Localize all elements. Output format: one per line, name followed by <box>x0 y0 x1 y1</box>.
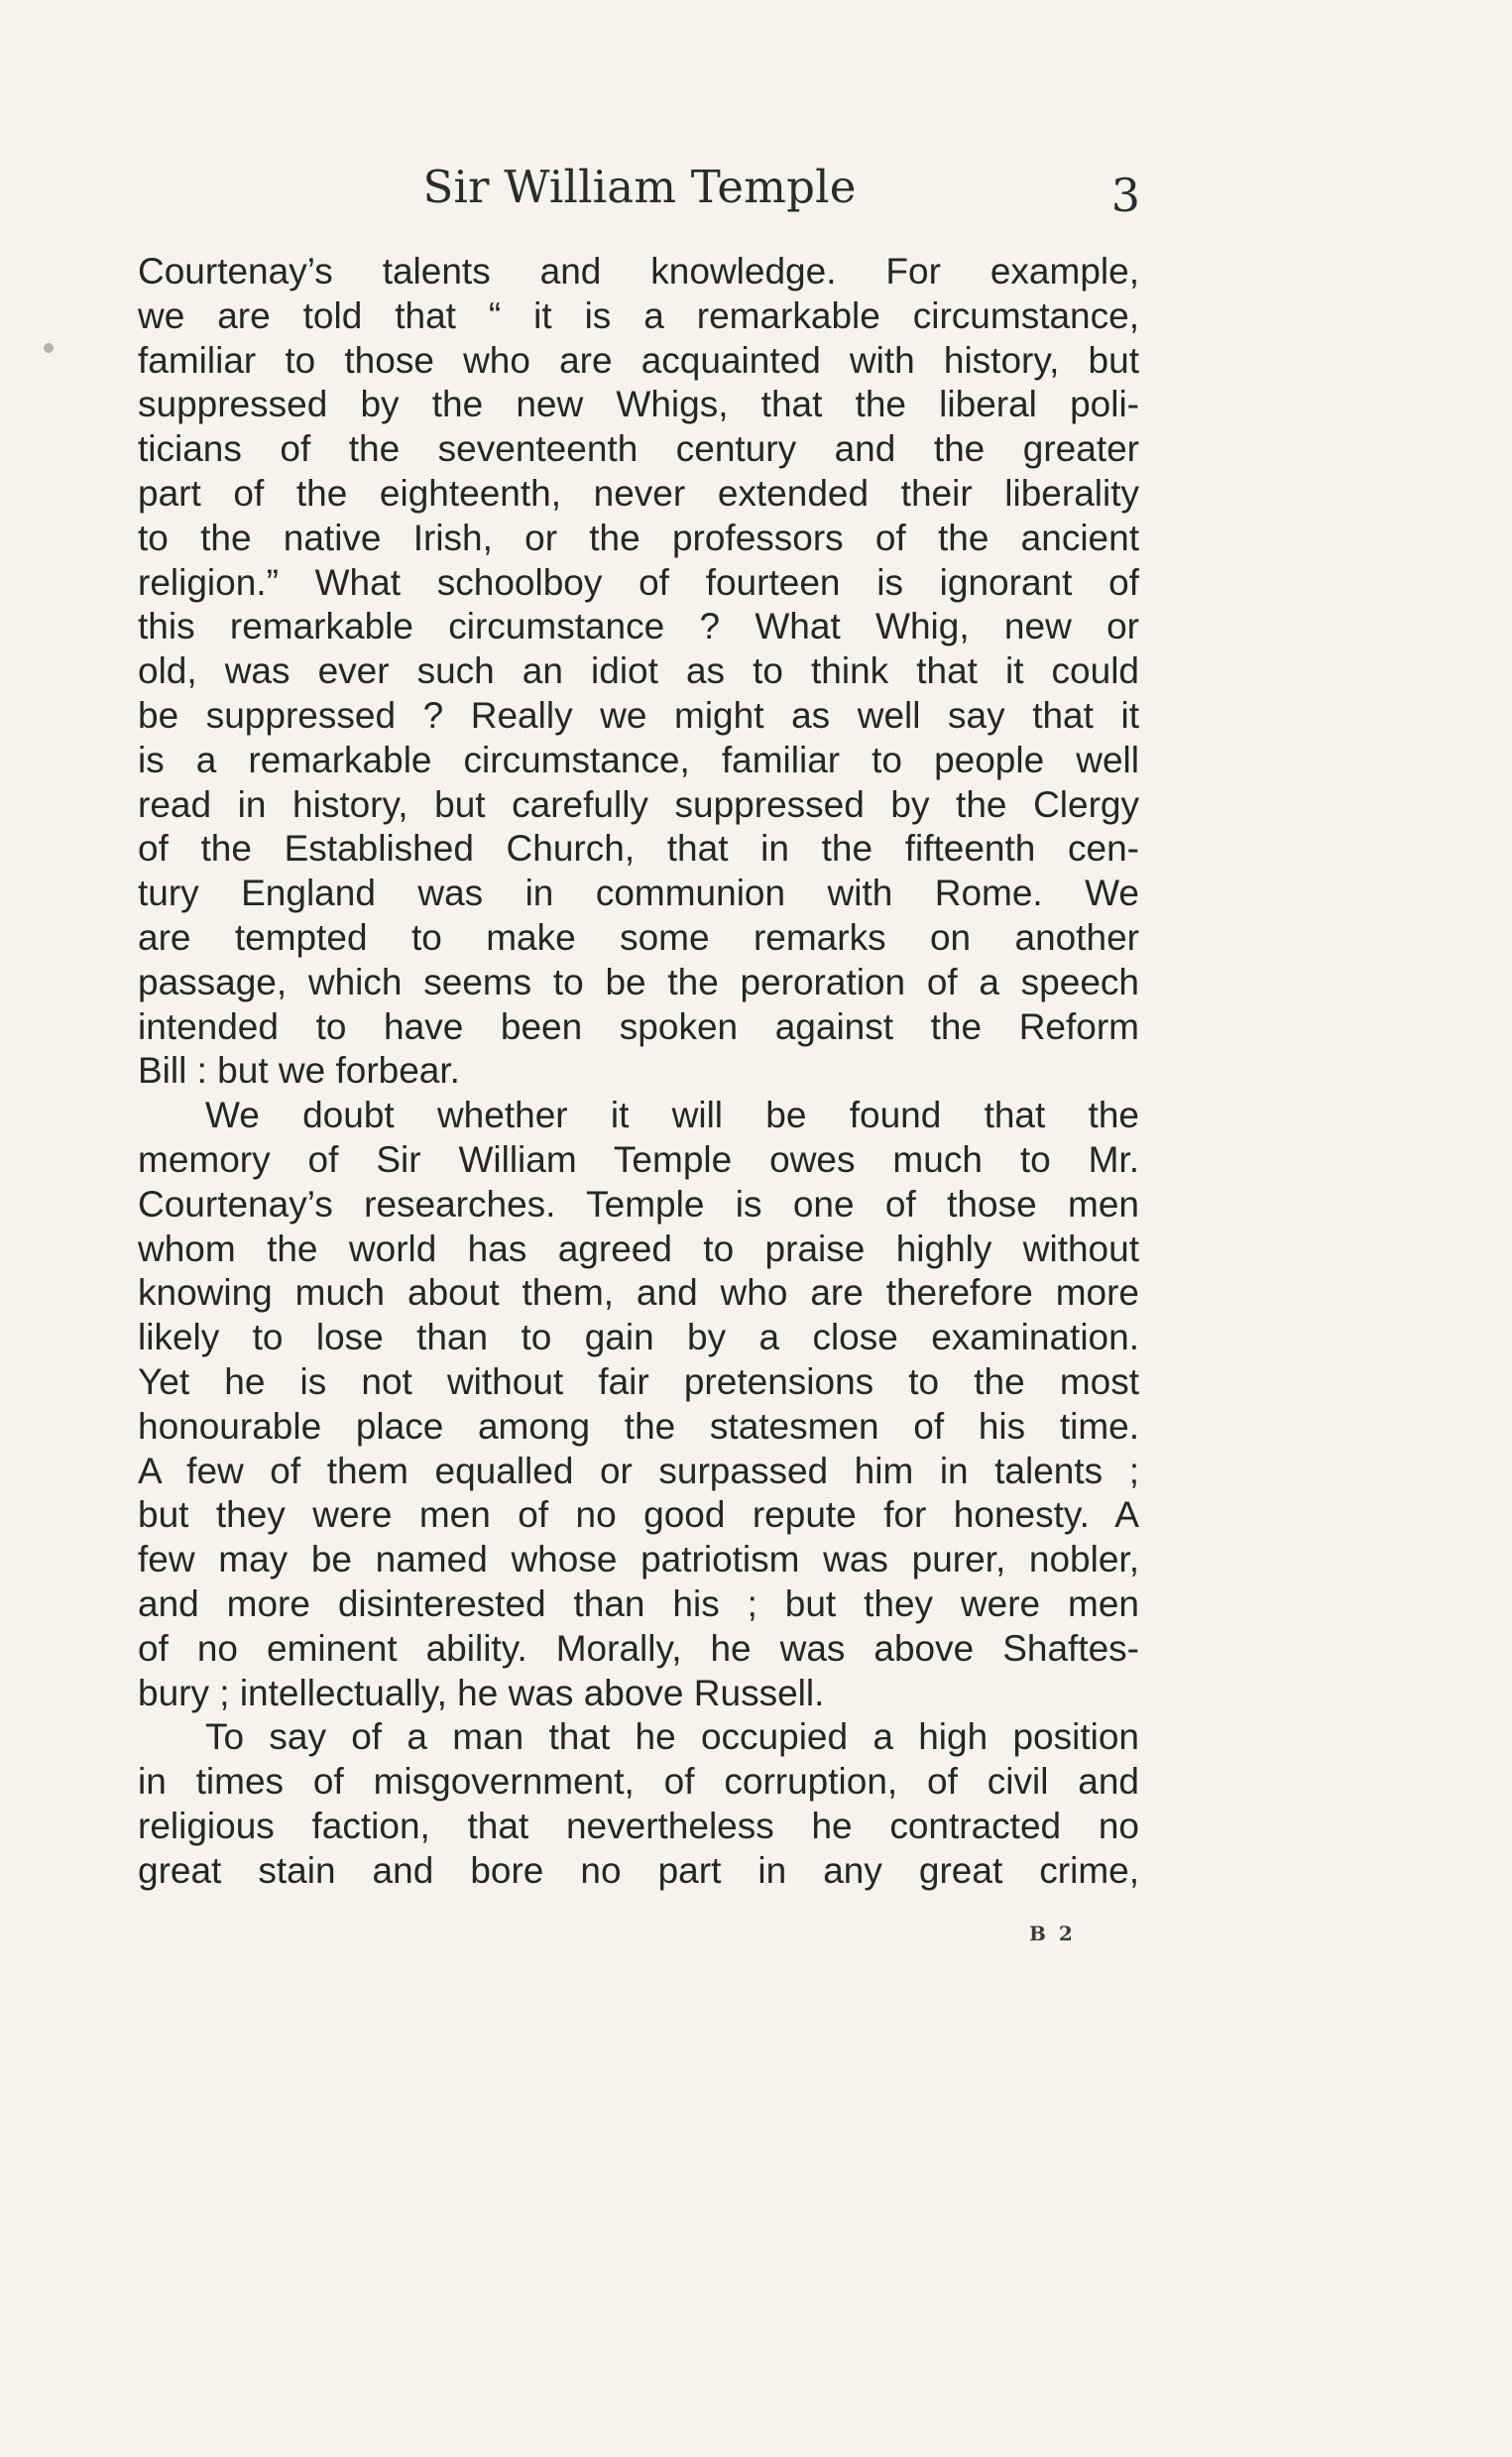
text-line: great stain and bore no part in any great crime, <box>138 1849 1139 1891</box>
text-line: likely to lose than to gain by a close examination. <box>138 1317 1139 1358</box>
page-number: 3 <box>1110 169 1140 222</box>
text-line: few may be named whose patriotism was purer, nobler, <box>138 1539 1139 1580</box>
text-line: we are told that “ it is a remarkable circumstance, <box>138 294 1139 336</box>
text-line: memory of Sir William Temple owes much to Mr. <box>138 1138 1139 1180</box>
text-line: familiar to those who are acquainted with history, but <box>138 339 1139 381</box>
text-line: of the Established Church, that in the fifteenth cen- <box>138 828 1139 870</box>
text-line: religion.” What schoolboy of fourteen is ignorant of <box>138 561 1139 603</box>
text-line: Bill : but we forbear. <box>138 1050 460 1092</box>
text-line: read in history, but carefully suppressed by the Clergy <box>138 783 1139 825</box>
text-line: in times of misgovernment, of corruption, of civil and <box>138 1761 1139 1803</box>
text-line: Courtenay’s talents and knowledge. For example, <box>138 251 1139 292</box>
text-line: to the native Irish, or the professors of the ancient <box>138 517 1139 558</box>
text-line: whom the world has agreed to praise highly without <box>138 1228 1139 1269</box>
text-line: knowing much about them, and who are therefore more <box>138 1272 1139 1314</box>
text-line: A few of them equalled or surpassed him in talents ; <box>138 1450 1139 1491</box>
text-line: part of the eighteenth, never extended their liberality <box>138 472 1139 514</box>
text-line: Courtenay’s researches. Temple is one of those men <box>138 1183 1139 1225</box>
text-line: ticians of the seventeenth century and the greater <box>138 428 1139 470</box>
text-line: religious faction, that nevertheless he contracted no <box>138 1805 1139 1846</box>
text-line: be suppressed ? Really we might as well say that it <box>138 694 1139 736</box>
text-line: tury England was in communion with Rome. We <box>138 873 1139 914</box>
text-line: of no eminent ability. Morally, he was above Shaftes- <box>138 1627 1139 1669</box>
text-line: but they were men of no good repute for honesty. A <box>138 1494 1139 1536</box>
text-line: are tempted to make some remarks on another <box>138 916 1139 958</box>
text-line: To say of a man that he occupied a high position <box>205 1716 1139 1758</box>
text-line: suppressed by the new Whigs, that the liberal poli- <box>138 384 1139 425</box>
text-line: old, was ever such an idiot as to think that it could <box>138 650 1139 692</box>
page-header <box>139 161 1140 230</box>
text-line: Yet he is not without fair pretensions to the most <box>138 1360 1139 1402</box>
body-text <box>138 250 1139 1893</box>
text-line: We doubt whether it will be found that the <box>205 1095 1139 1136</box>
text-line: is a remarkable circumstance, familiar to people well <box>138 739 1139 780</box>
paper-speck <box>44 343 54 353</box>
text-line: passage, which seems to be the peroration of a speech <box>138 961 1139 1002</box>
text-line: bury ; intellectually, he was above Russell. <box>138 1672 825 1713</box>
running-title: Sir William Temple <box>422 161 857 213</box>
text-line: this remarkable circumstance ? What Whig, new or <box>138 606 1139 647</box>
text-line: and more disinterested than his ; but they were men <box>138 1582 1139 1624</box>
signature-mark: B 2 <box>1029 1922 1076 1945</box>
text-line: honourable place among the statesmen of his time. <box>138 1405 1139 1447</box>
text-line: intended to have been spoken against the Reform <box>138 1005 1139 1047</box>
